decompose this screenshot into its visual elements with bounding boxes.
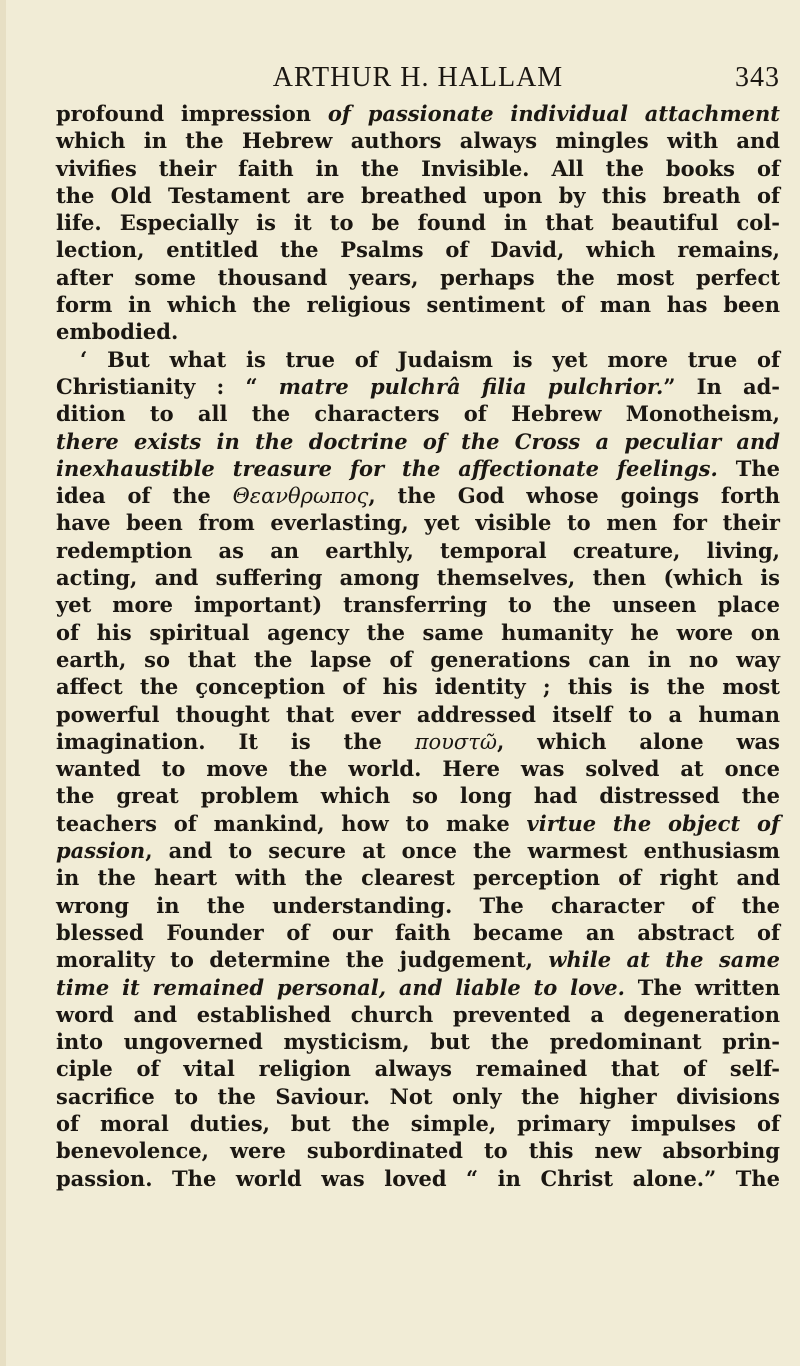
text-segment: The (717, 455, 780, 481)
text-segment: the Old Testament are breathed upon by this breath of (56, 182, 780, 208)
italic-text: while at the same (548, 947, 780, 973)
running-head (56, 62, 780, 96)
text-segment: wrong in the understanding. The character of the (56, 892, 780, 918)
italic-text: inexhaustible treasure for the affectionate feelings. (56, 455, 718, 481)
text-line (56, 291, 780, 318)
italic-text: time it remained personal, and liable to love. (56, 974, 625, 1000)
text-segment: of his spiritual agency the same humanity he wore on (56, 619, 780, 645)
text-line (56, 182, 780, 209)
text-line (56, 837, 780, 864)
text-line (56, 1001, 780, 1028)
text-segment: which in the Hebrew authors always mingles with and (56, 128, 780, 154)
italic-text: passion (56, 838, 146, 864)
text-segment: ciple of vital religion always remained that of self- (56, 1056, 780, 1082)
text-line (56, 100, 780, 127)
text-segment: the great problem which so long had distressed the (56, 783, 780, 809)
text-line (56, 346, 780, 373)
text-segment: life. Especially is it to be found in that beautiful col- (56, 210, 780, 236)
text-line (56, 1137, 780, 1164)
page-edge (0, 0, 6, 1366)
italic-text: of passionate individual attachment (327, 101, 781, 126)
text-line (56, 236, 780, 263)
italic-text: virtue the object of (526, 810, 781, 836)
text-segment: yet more important) transferring to the unseen place (56, 592, 780, 618)
text-line (56, 782, 780, 809)
body-text (56, 100, 780, 1192)
text-line (56, 264, 780, 291)
text-line (56, 400, 780, 427)
text-line (56, 919, 780, 946)
italic-text: there exists in the doctrine of the Cross a peculiar and (56, 428, 780, 454)
text-segment: The written (624, 974, 780, 1000)
text-line (56, 482, 780, 509)
text-segment: , and to secure at once the warmest enthusiasm (145, 838, 780, 864)
text-segment: ‘ But what is true of Judaism is yet more true of (80, 346, 780, 372)
text-segment: Christianity : “ (56, 373, 279, 399)
text-segment: embodied. (56, 319, 179, 345)
text-segment: powerful thought that ever addressed itself to a human (56, 701, 780, 727)
greek-text: πουστῶ (414, 729, 497, 754)
text-line (56, 1028, 780, 1055)
text-segment: into ungoverned mysticism, but the predominant prin- (56, 1029, 780, 1055)
text-segment: teachers of mankind, how to make (56, 810, 527, 836)
text-segment: earth, so that the lapse of generations can in no way (56, 646, 780, 672)
text-line (56, 1055, 780, 1082)
text-line (56, 209, 780, 236)
text-segment: form in which the religious sentiment of man has been (56, 292, 780, 318)
text-line (56, 646, 780, 673)
text-line (56, 619, 780, 646)
text-line (56, 864, 780, 891)
text-segment: morality to determine the judgement, (56, 947, 549, 973)
text-segment: of moral duties, but the simple, primary impulses of (56, 1110, 780, 1136)
text-line (56, 701, 780, 728)
text-segment: word and established church prevented a degeneration (56, 1001, 780, 1027)
text-segment: affect the çonception of his identity ; this is the most (56, 674, 780, 700)
text-segment: lection, entitled the Psalms of David, which remains, (56, 237, 780, 263)
text-segment: , which alone was (497, 728, 780, 754)
page-number: 343 (735, 62, 780, 93)
text-line (56, 974, 780, 1001)
text-segment: acting, and suffering among themselves, then (which is (56, 565, 780, 591)
text-segment: sacrifice to the Saviour. Not only the higher divisions (56, 1083, 780, 1109)
text-segment: wanted to move the world. Here was solved at once (56, 756, 780, 782)
text-segment: passion. The world was loved “ in Christ alone.” The (56, 1165, 780, 1191)
text-line (56, 127, 780, 154)
text-line (56, 591, 780, 618)
text-line (56, 1110, 780, 1137)
text-line (56, 373, 780, 400)
text-line (56, 155, 780, 182)
text-line (56, 728, 780, 755)
text-line (56, 537, 780, 564)
text-segment: after some thousand years, perhaps the most perfect (56, 264, 780, 290)
text-segment: redemption as an earthly, temporal creature, living, (56, 537, 780, 563)
text-line (56, 1083, 780, 1110)
text-segment: ” In ad- (663, 373, 780, 399)
text-segment: dition to all the characters of Hebrew Monotheism, (56, 401, 780, 427)
text-segment: , the God whose goings forth (368, 483, 780, 509)
text-segment: imagination. It is the (56, 728, 415, 754)
text-line (56, 564, 780, 591)
text-line (56, 318, 780, 345)
text-segment: blessed Founder of our faith became an abstract of (56, 919, 780, 945)
text-segment: idea of the (56, 483, 233, 509)
text-segment: in the heart with the clearest perception of right and (56, 865, 780, 891)
text-line (56, 810, 780, 837)
greek-text: Θεανθρωπος (232, 484, 369, 509)
text-segment: profound impression (56, 101, 328, 126)
text-line (56, 428, 780, 455)
text-line (56, 673, 780, 700)
text-line (56, 892, 780, 919)
italic-text: matre pulchrâ filia pulchrior. (278, 373, 664, 399)
text-line (56, 946, 780, 973)
text-segment: have been from everlasting, yet visible to men for their (56, 510, 780, 536)
text-segment: benevolence, were subordinated to this new absorbing (56, 1138, 780, 1164)
text-line (56, 755, 780, 782)
text-line (56, 455, 780, 482)
text-line (56, 1165, 780, 1192)
running-head-title: ARTHUR H. HALLAM (272, 62, 564, 93)
text-segment: vivifies their faith in the Invisible. All the books of (56, 155, 780, 181)
text-line (56, 509, 780, 536)
